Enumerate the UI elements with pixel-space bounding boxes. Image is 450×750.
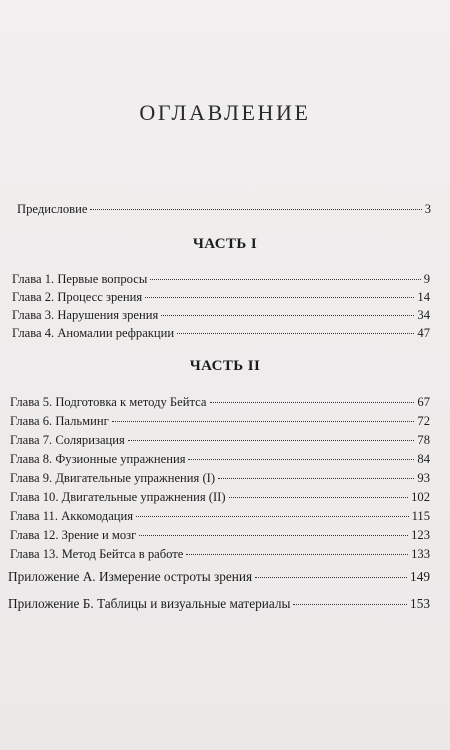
toc-entry-appendix-b[interactable]: [8, 595, 430, 613]
toc-entry-label: Глава 13. Метод Бейтса в работе: [10, 547, 184, 561]
toc-entry-label: Глава 7. Соляризация: [10, 433, 125, 447]
dot-leader: [218, 478, 414, 479]
toc-entry-page: 123: [411, 528, 430, 542]
toc-entry-chapter-12[interactable]: [10, 526, 430, 544]
toc-entry-appendix-a[interactable]: [8, 568, 430, 586]
toc-entry-label: Глава 3. Нарушения зрения: [12, 308, 159, 322]
dot-leader: [128, 440, 415, 441]
toc-entry-chapter-10[interactable]: [10, 488, 430, 506]
toc-entry-label: Глава 4. Аномалии рефракции: [12, 326, 175, 340]
toc-entry-page: 133: [411, 547, 430, 561]
dot-leader: [255, 577, 407, 578]
toc-entry-page: 34: [417, 308, 430, 322]
part-2-heading: ЧАСТЬ II: [189, 358, 261, 374]
dot-leader: [112, 421, 415, 422]
toc-entry-page: 93: [417, 471, 430, 485]
dot-leader: [139, 535, 408, 536]
toc-entry-chapter-3[interactable]: [12, 306, 430, 324]
toc-entry-page: 14: [417, 290, 430, 304]
part-1-heading: ЧАСТЬ I: [192, 236, 258, 252]
toc-entry-page: 115: [411, 509, 430, 523]
toc-entry-page: 153: [410, 596, 430, 611]
toc-entry-label: Предисловие: [17, 202, 88, 216]
toc-entry-page: 47: [417, 326, 430, 340]
dot-leader: [145, 297, 414, 298]
dot-leader: [177, 333, 414, 334]
toc-entry-page: 72: [417, 414, 430, 428]
toc-entry-label: Глава 9. Двигательные упражнения (I): [10, 471, 216, 485]
toc-entry-label: Глава 5. Подготовка к методу Бейтса: [10, 395, 207, 409]
page-title: ОГЛАВЛЕНИЕ: [139, 100, 311, 125]
toc-entry-chapter-1[interactable]: [12, 270, 430, 288]
dot-leader: [186, 554, 408, 555]
dot-leader: [161, 315, 414, 316]
toc-entry-page: 102: [411, 490, 430, 504]
toc-entry-chapter-5[interactable]: [10, 393, 430, 411]
dot-leader: [90, 209, 421, 210]
dot-leader: [188, 459, 414, 460]
toc-entry-chapter-9[interactable]: [10, 469, 430, 487]
dot-leader: [293, 604, 407, 605]
toc-entry-page: 67: [417, 395, 430, 409]
toc-entry-label: Глава 10. Двигательные упражнения (II): [10, 490, 226, 504]
toc-entry-chapter-2[interactable]: [12, 288, 430, 306]
dot-leader: [210, 402, 415, 403]
toc-entry-page: 149: [410, 569, 430, 584]
toc-entry-chapter-8[interactable]: [10, 450, 430, 468]
dot-leader: [229, 497, 409, 498]
toc-entry-chapter-6[interactable]: [10, 412, 430, 430]
toc-entry-chapter-11[interactable]: [10, 507, 430, 525]
toc-entry-page: 9: [423, 272, 430, 286]
toc-entry-label: Глава 8. Фузионные упражнения: [10, 452, 186, 466]
toc-entry-chapter-4[interactable]: [12, 324, 430, 342]
toc-entry-page: 84: [417, 452, 430, 466]
dot-leader: [150, 279, 420, 280]
toc-entry-label: Глава 2. Процесс зрения: [12, 290, 143, 304]
toc-entry-chapter-13[interactable]: [10, 545, 430, 563]
toc-entry-label: Глава 1. Первые вопросы: [12, 272, 148, 286]
toc-entry-label: Глава 6. Пальминг: [10, 414, 109, 428]
toc-entry-label: Глава 11. Аккомодация: [10, 509, 134, 523]
toc-entry-preface[interactable]: [17, 200, 431, 218]
dot-leader: [136, 516, 408, 517]
toc-entry-label: Приложение А. Измерение остроты зрения: [8, 569, 253, 584]
toc-entry-page: 3: [424, 202, 431, 216]
toc-entry-label: Глава 12. Зрение и мозг: [10, 528, 137, 542]
toc-entry-label: Приложение Б. Таблицы и визуальные материалы: [8, 596, 291, 611]
toc-entry-chapter-7[interactable]: [10, 431, 430, 449]
toc-entry-page: 78: [417, 433, 430, 447]
